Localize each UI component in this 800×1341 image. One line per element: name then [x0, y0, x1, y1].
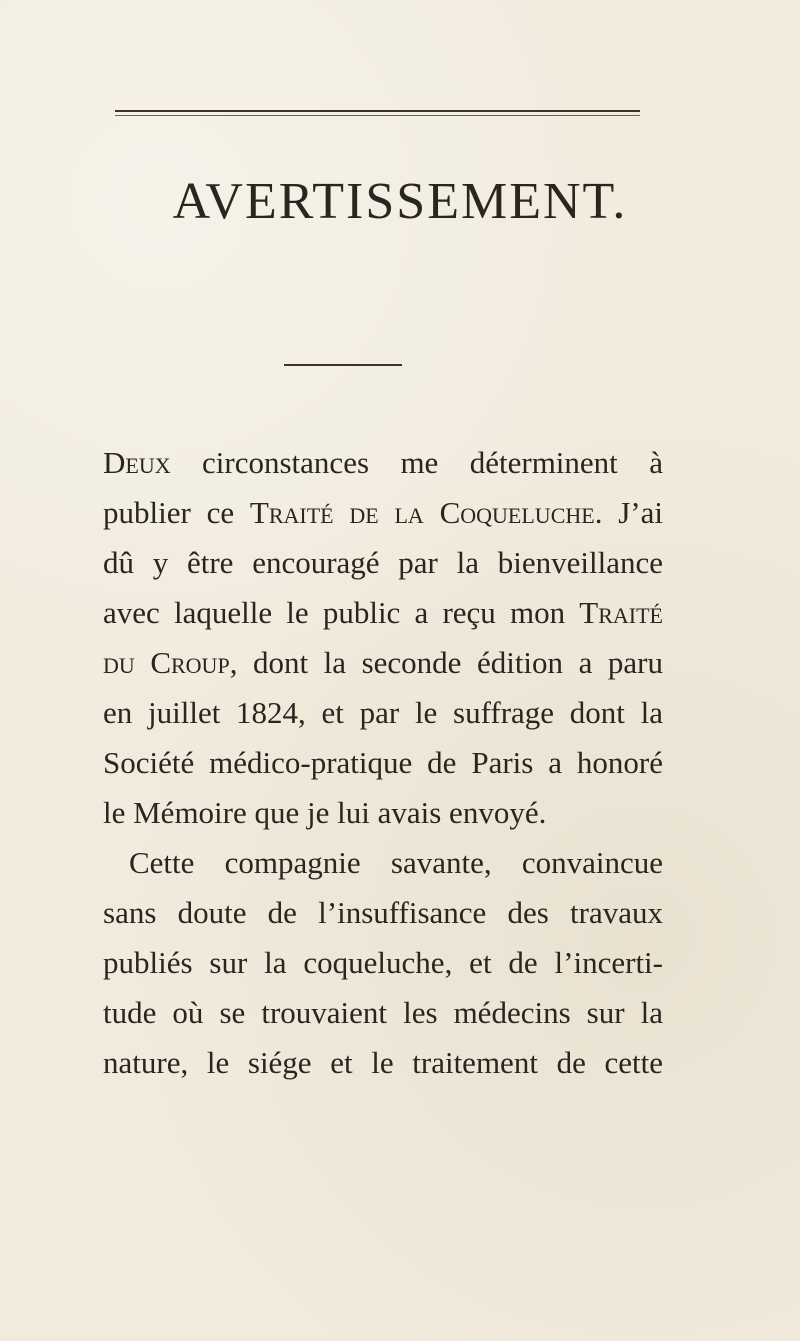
body-text-segment: . J’ai — [594, 495, 663, 530]
body-text-segment: , dont la seconde édition a paru — [229, 645, 663, 680]
body-line: le Mémoire que je lui avais envoyé. — [103, 795, 547, 830]
body-line — [103, 438, 663, 488]
body-text — [103, 438, 663, 1088]
book-title-small-caps: Traité — [579, 595, 663, 630]
body-line: Cette compagnie savante, convaincue — [129, 845, 663, 880]
body-line: tude où se trouvaient les médecins sur la — [103, 995, 663, 1030]
body-text-segment: circonstances me déterminent à — [170, 445, 663, 480]
opening-word: Deux — [103, 445, 171, 480]
title-divider — [284, 364, 402, 366]
body-text-segment: avec laquelle le public a reçu mon — [103, 595, 580, 630]
body-line: sans doute de l’insuffisance des travaux — [103, 895, 663, 930]
top-rule — [115, 110, 640, 112]
body-line: Société médico-pratique de Paris a honoré — [103, 745, 663, 780]
body-line — [103, 588, 663, 638]
body-line — [103, 638, 663, 688]
page-title: AVERTISSEMENT. — [172, 173, 628, 230]
body-line: publiés sur la coqueluche, et de l’incerti- — [103, 945, 663, 980]
body-text-segment: publier ce — [103, 495, 250, 530]
body-line: nature, le siége et le traitement de cette — [103, 1045, 663, 1080]
book-title-small-caps: du Croup — [103, 645, 230, 680]
body-line: en juillet 1824, et par le suffrage dont la — [103, 695, 663, 730]
body-line: dû y être encouragé par la bienveillance — [103, 545, 663, 580]
book-title-small-caps: Traité de la Coqueluche — [249, 495, 595, 530]
body-line — [103, 488, 663, 538]
